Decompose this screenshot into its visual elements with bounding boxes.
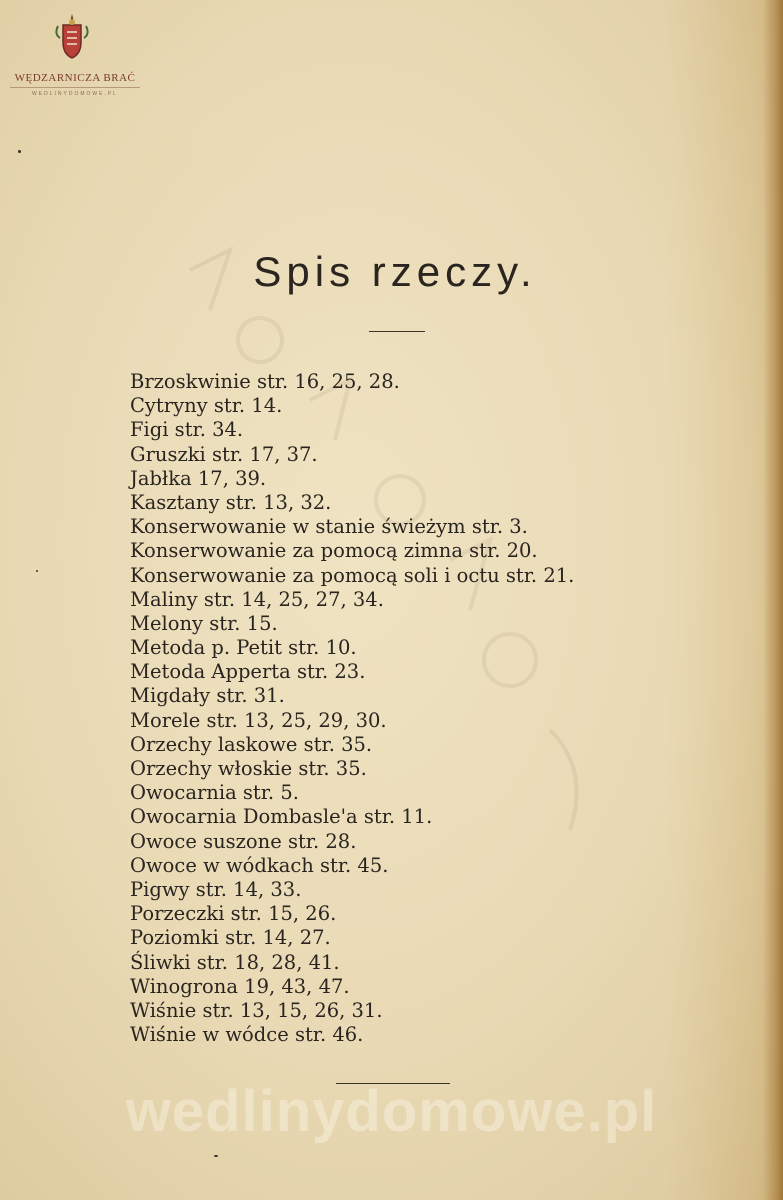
toc-entry: Wiśnie w wódce str. 46. xyxy=(130,1023,364,1047)
page-title: Spis rzeczy. xyxy=(253,248,537,295)
toc-entry: Morele str. 13, 25, 29, 30. xyxy=(130,708,387,732)
toc-entry: Konserwowanie za pomocą soli i octu str. 21. xyxy=(130,563,575,587)
toc-entry: Owocarnia Dombasle'a str. 11. xyxy=(130,805,433,829)
toc-entry: Konserwowanie w stanie świeżym str. 3. xyxy=(130,515,528,539)
toc-entry: Porzeczki str. 15, 26. xyxy=(130,902,337,926)
brand-site: WEDLINYDOMOWE.PL xyxy=(32,91,118,97)
toc-entry: Wiśnie str. 13, 15, 26, 31. xyxy=(130,998,383,1022)
toc-entry: Metoda p. Petit str. 10. xyxy=(130,636,357,660)
toc-entry: Maliny str. 14, 25, 27, 34. xyxy=(130,587,384,611)
toc-entry: Owocarnia str. 5. xyxy=(130,781,299,805)
title-divider xyxy=(369,331,425,332)
brand-logo xyxy=(0,8,150,98)
toc-entry: Winogrona 19, 43, 47. xyxy=(130,974,350,998)
table-of-contents xyxy=(130,370,574,1047)
page-edge-shadow xyxy=(763,0,783,1200)
toc-entry: Figi str. 34. xyxy=(130,418,244,442)
toc-entry: Cytryny str. 14. xyxy=(130,394,283,418)
toc-entry: Owoce suszone str. 28. xyxy=(130,829,357,853)
paper-speck xyxy=(36,570,38,572)
toc-entry: Brzoskwinie str. 16, 25, 28. xyxy=(130,370,400,393)
paper-speck xyxy=(214,1155,218,1157)
brand-divider xyxy=(10,87,140,88)
brand-name: WĘDZARNICZA BRAĆ xyxy=(14,72,136,84)
toc-entry: Pigwy str. 14, 33. xyxy=(130,877,302,901)
toc-entry: Poziomki str. 14, 27. xyxy=(130,926,331,950)
toc-entry: Owoce w wódkach str. 45. xyxy=(130,853,389,877)
toc-entry: Metoda Apperta str. 23. xyxy=(130,660,366,684)
site-watermark: wedlinydomowe.pl xyxy=(125,1079,658,1144)
toc-entry: Śliwki str. 18, 28, 41. xyxy=(130,950,340,974)
toc-entry: Migdały str. 31. xyxy=(130,684,285,708)
toc-entry: Melony str. 15. xyxy=(130,611,278,635)
toc-entry: Kasztany str. 13, 32. xyxy=(130,490,332,514)
toc-entry: Jabłka 17, 39. xyxy=(130,466,267,490)
toc-entry: Orzechy włoskie str. 35. xyxy=(130,757,367,780)
toc-entry: Konserwowanie za pomocą zimna str. 20. xyxy=(130,539,538,563)
paper-speck xyxy=(18,150,21,153)
coat-of-arms-icon xyxy=(52,12,92,64)
toc-entry: Orzechy laskowe str. 35. xyxy=(130,732,373,756)
toc-entry: Gruszki str. 17, 37. xyxy=(130,442,318,466)
